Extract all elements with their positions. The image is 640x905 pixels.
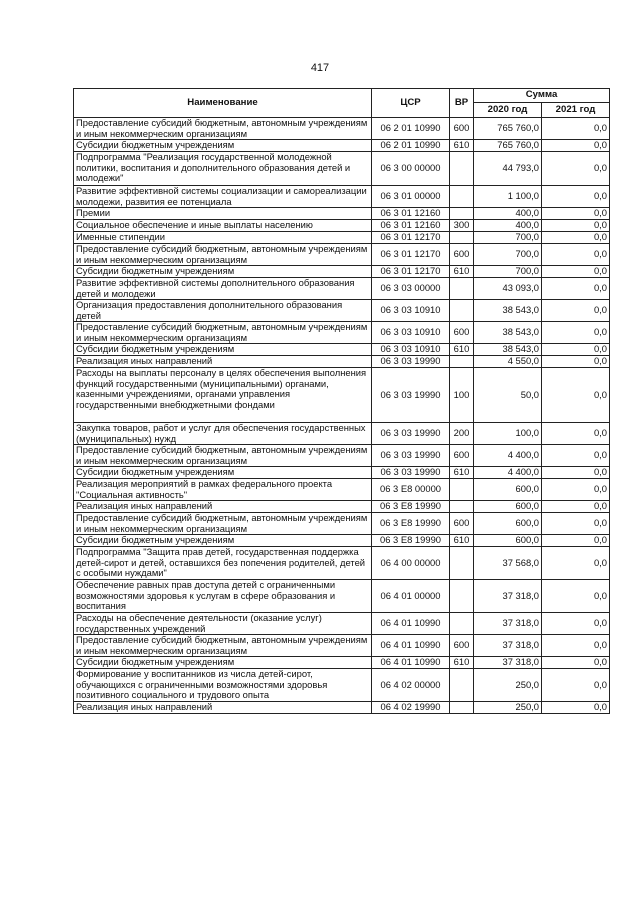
row-amount-2021: 0,0	[542, 186, 610, 208]
row-csr-code: 06 3 01 12170	[372, 266, 450, 278]
row-name: Реализация мероприятий в рамках федерального проекта "Социальная активность"	[74, 479, 372, 501]
table-row	[74, 702, 610, 714]
row-name: Расходы на выплаты персоналу в целях обеспечения выполнения функций государственными (муниципальными) органами, казенными учреждениями, органами управления государственными внебюджетными фондами	[74, 368, 372, 423]
row-csr-code: 06 3 03 00000	[372, 278, 450, 300]
row-name: Именные стипендии	[74, 232, 372, 244]
row-name: Предоставление субсидий бюджетным, автономным учреждениям и иным некоммерческим организациям	[74, 322, 372, 344]
row-amount-2020: 50,0	[474, 368, 542, 423]
table-row	[74, 322, 610, 344]
row-amount-2020: 600,0	[474, 479, 542, 501]
row-vr-code: 100	[450, 368, 474, 423]
table-row	[74, 580, 610, 613]
row-csr-code: 06 3 03 19990	[372, 356, 450, 368]
header-year-2020: 2020 год	[474, 103, 542, 118]
table-row	[74, 657, 610, 669]
row-amount-2021: 0,0	[542, 423, 610, 445]
table-row	[74, 244, 610, 266]
row-vr-code: 200	[450, 423, 474, 445]
row-amount-2020: 4 550,0	[474, 356, 542, 368]
row-vr-code: 610	[450, 467, 474, 479]
header-year-2021: 2021 год	[542, 103, 610, 118]
row-amount-2021: 0,0	[542, 278, 610, 300]
row-vr-code	[450, 152, 474, 186]
row-vr-code: 600	[450, 635, 474, 657]
row-name: Реализация иных направлений	[74, 501, 372, 513]
budget-table	[73, 88, 610, 714]
row-csr-code: 06 3 03 19990	[372, 445, 450, 467]
row-vr-code: 610	[450, 657, 474, 669]
page-number: 417	[310, 62, 330, 74]
row-vr-code: 600	[450, 513, 474, 535]
row-amount-2020: 765 760,0	[474, 118, 542, 140]
row-vr-code	[450, 278, 474, 300]
table-row	[74, 220, 610, 232]
row-amount-2020: 37 568,0	[474, 547, 542, 580]
row-amount-2021: 0,0	[542, 356, 610, 368]
table-row	[74, 118, 610, 140]
table-row	[74, 186, 610, 208]
row-csr-code: 06 2 01 10990	[372, 118, 450, 140]
table-row	[74, 535, 610, 547]
row-name: Предоставление субсидий бюджетным, автономным учреждениям и иным некоммерческим организациям	[74, 513, 372, 535]
row-amount-2020: 250,0	[474, 669, 542, 702]
table-row	[74, 152, 610, 186]
row-amount-2021: 0,0	[542, 344, 610, 356]
row-vr-code: 600	[450, 445, 474, 467]
row-name: Подпрограмма "Защита прав детей, государственная поддержка детей-сирот и детей, оставшихся без попечения родителей, детей с особыми нуждами"	[74, 547, 372, 580]
row-name: Реализация иных направлений	[74, 702, 372, 714]
row-amount-2021: 0,0	[542, 118, 610, 140]
row-amount-2020: 100,0	[474, 423, 542, 445]
row-amount-2020: 44 793,0	[474, 152, 542, 186]
row-name: Развитие эффективной системы дополнительного образования детей и молодежи	[74, 278, 372, 300]
row-csr-code: 06 3 03 19990	[372, 368, 450, 423]
row-csr-code: 06 3 01 12170	[372, 232, 450, 244]
row-vr-code: 600	[450, 322, 474, 344]
row-csr-code: 06 3 01 00000	[372, 186, 450, 208]
row-amount-2020: 38 543,0	[474, 344, 542, 356]
row-csr-code: 06 2 01 10990	[372, 140, 450, 152]
row-csr-code: 06 3 E8 19990	[372, 535, 450, 547]
table-row	[74, 479, 610, 501]
row-csr-code: 06 4 01 00000	[372, 580, 450, 613]
row-amount-2021: 0,0	[542, 479, 610, 501]
row-vr-code	[450, 501, 474, 513]
row-amount-2021: 0,0	[542, 322, 610, 344]
row-amount-2020: 600,0	[474, 535, 542, 547]
header-sum: Сумма	[474, 89, 610, 103]
table-row	[74, 344, 610, 356]
row-vr-code: 300	[450, 220, 474, 232]
table-row	[74, 423, 610, 445]
table-row	[74, 300, 610, 322]
row-name: Предоставление субсидий бюджетным, автономным учреждениям и иным некоммерческим организациям	[74, 244, 372, 266]
row-csr-code: 06 4 02 19990	[372, 702, 450, 714]
table-row	[74, 140, 610, 152]
row-vr-code	[450, 300, 474, 322]
row-amount-2020: 4 400,0	[474, 445, 542, 467]
row-amount-2020: 400,0	[474, 208, 542, 220]
row-name: Субсидии бюджетным учреждениям	[74, 344, 372, 356]
row-amount-2021: 0,0	[542, 547, 610, 580]
row-name: Социальное обеспечение и иные выплаты населению	[74, 220, 372, 232]
row-amount-2021: 0,0	[542, 635, 610, 657]
row-csr-code: 06 3 01 12170	[372, 244, 450, 266]
row-vr-code: 610	[450, 140, 474, 152]
row-vr-code: 600	[450, 244, 474, 266]
table-row	[74, 635, 610, 657]
row-amount-2020: 43 093,0	[474, 278, 542, 300]
row-vr-code	[450, 208, 474, 220]
table-row	[74, 467, 610, 479]
header-csr: ЦСР	[372, 89, 450, 118]
row-csr-code: 06 4 01 10990	[372, 613, 450, 635]
row-amount-2021: 0,0	[542, 580, 610, 613]
row-amount-2020: 1 100,0	[474, 186, 542, 208]
table-row	[74, 513, 610, 535]
row-amount-2021: 0,0	[542, 445, 610, 467]
row-vr-code	[450, 479, 474, 501]
row-amount-2020: 4 400,0	[474, 467, 542, 479]
row-amount-2021: 0,0	[542, 232, 610, 244]
row-csr-code: 06 3 03 10910	[372, 300, 450, 322]
row-csr-code: 06 3 03 19990	[372, 467, 450, 479]
row-vr-code: 610	[450, 266, 474, 278]
row-amount-2021: 0,0	[542, 613, 610, 635]
row-amount-2020: 600,0	[474, 501, 542, 513]
row-amount-2020: 250,0	[474, 702, 542, 714]
row-name: Субсидии бюджетным учреждениям	[74, 535, 372, 547]
row-amount-2020: 37 318,0	[474, 635, 542, 657]
row-name: Расходы на обеспечение деятельности (оказание услуг) государственных учреждений	[74, 613, 372, 635]
table-row	[74, 278, 610, 300]
row-vr-code	[450, 186, 474, 208]
row-name: Подпрограмма "Реализация государственной молодежной политики, воспитания и дополнительного образования детей и молодежи"	[74, 152, 372, 186]
row-name: Организация предоставления дополнительного образования детей	[74, 300, 372, 322]
row-csr-code: 06 3 03 10910	[372, 322, 450, 344]
row-csr-code: 06 3 03 10910	[372, 344, 450, 356]
row-name: Закупка товаров, работ и услуг для обеспечения государственных (муниципальных) нужд	[74, 423, 372, 445]
row-amount-2021: 0,0	[542, 702, 610, 714]
row-amount-2021: 0,0	[542, 152, 610, 186]
row-amount-2020: 38 543,0	[474, 300, 542, 322]
row-amount-2020: 700,0	[474, 232, 542, 244]
row-vr-code: 610	[450, 535, 474, 547]
row-name: Предоставление субсидий бюджетным, автономным учреждениям и иным некоммерческим организациям	[74, 445, 372, 467]
table-row	[74, 547, 610, 580]
row-vr-code	[450, 547, 474, 580]
row-amount-2021: 0,0	[542, 669, 610, 702]
row-amount-2021: 0,0	[542, 244, 610, 266]
row-name: Формирование у воспитанников из числа детей-сирот, обучающихся с ограниченными возможностями здоровья позитивного социального и трудового опыта	[74, 669, 372, 702]
row-amount-2021: 0,0	[542, 208, 610, 220]
table-row	[74, 613, 610, 635]
row-vr-code	[450, 356, 474, 368]
row-amount-2021: 0,0	[542, 368, 610, 423]
header-name: Наименование	[74, 89, 372, 118]
row-amount-2020: 37 318,0	[474, 613, 542, 635]
row-name: Субсидии бюджетным учреждениям	[74, 266, 372, 278]
row-csr-code: 06 4 01 10990	[372, 635, 450, 657]
table-row	[74, 669, 610, 702]
table-row	[74, 501, 610, 513]
row-vr-code	[450, 580, 474, 613]
row-amount-2021: 0,0	[542, 140, 610, 152]
row-csr-code: 06 4 00 00000	[372, 547, 450, 580]
table-row	[74, 232, 610, 244]
row-csr-code: 06 3 03 19990	[372, 423, 450, 445]
row-vr-code	[450, 232, 474, 244]
row-amount-2020: 765 760,0	[474, 140, 542, 152]
row-name: Субсидии бюджетным учреждениям	[74, 467, 372, 479]
table-row	[74, 208, 610, 220]
row-amount-2021: 0,0	[542, 266, 610, 278]
row-amount-2020: 400,0	[474, 220, 542, 232]
row-csr-code: 06 3 01 12160	[372, 208, 450, 220]
row-amount-2020: 38 543,0	[474, 322, 542, 344]
row-name: Субсидии бюджетным учреждениям	[74, 657, 372, 669]
row-amount-2021: 0,0	[542, 657, 610, 669]
row-csr-code: 06 3 E8 19990	[372, 513, 450, 535]
row-csr-code: 06 4 01 10990	[372, 657, 450, 669]
row-amount-2021: 0,0	[542, 513, 610, 535]
row-csr-code: 06 3 00 00000	[372, 152, 450, 186]
header-vr: ВР	[450, 89, 474, 118]
row-csr-code: 06 3 E8 19990	[372, 501, 450, 513]
row-vr-code: 600	[450, 118, 474, 140]
row-vr-code: 610	[450, 344, 474, 356]
row-csr-code: 06 4 02 00000	[372, 669, 450, 702]
row-vr-code	[450, 669, 474, 702]
row-csr-code: 06 3 01 12160	[372, 220, 450, 232]
row-amount-2021: 0,0	[542, 220, 610, 232]
table-row	[74, 368, 610, 423]
row-name: Реализация иных направлений	[74, 356, 372, 368]
row-name: Субсидии бюджетным учреждениям	[74, 140, 372, 152]
row-amount-2021: 0,0	[542, 501, 610, 513]
row-amount-2020: 700,0	[474, 244, 542, 266]
table-row	[74, 266, 610, 278]
row-amount-2021: 0,0	[542, 467, 610, 479]
row-name: Развитие эффективной системы социализации и самореализации молодежи, развития ее потенциала	[74, 186, 372, 208]
table-row	[74, 445, 610, 467]
row-amount-2021: 0,0	[542, 535, 610, 547]
row-amount-2021: 0,0	[542, 300, 610, 322]
row-name: Премии	[74, 208, 372, 220]
row-name: Обеспечение равных прав доступа детей с ограниченными возможностями здоровья к услугам в сфере образования и воспитания	[74, 580, 372, 613]
row-amount-2020: 37 318,0	[474, 657, 542, 669]
row-vr-code	[450, 613, 474, 635]
row-amount-2020: 700,0	[474, 266, 542, 278]
row-csr-code: 06 3 E8 00000	[372, 479, 450, 501]
row-vr-code	[450, 702, 474, 714]
row-amount-2020: 37 318,0	[474, 580, 542, 613]
row-amount-2020: 600,0	[474, 513, 542, 535]
row-name: Предоставление субсидий бюджетным, автономным учреждениям и иным некоммерческим организациям	[74, 635, 372, 657]
row-name: Предоставление субсидий бюджетным, автономным учреждениям и иным некоммерческим организациям	[74, 118, 372, 140]
table-row	[74, 356, 610, 368]
